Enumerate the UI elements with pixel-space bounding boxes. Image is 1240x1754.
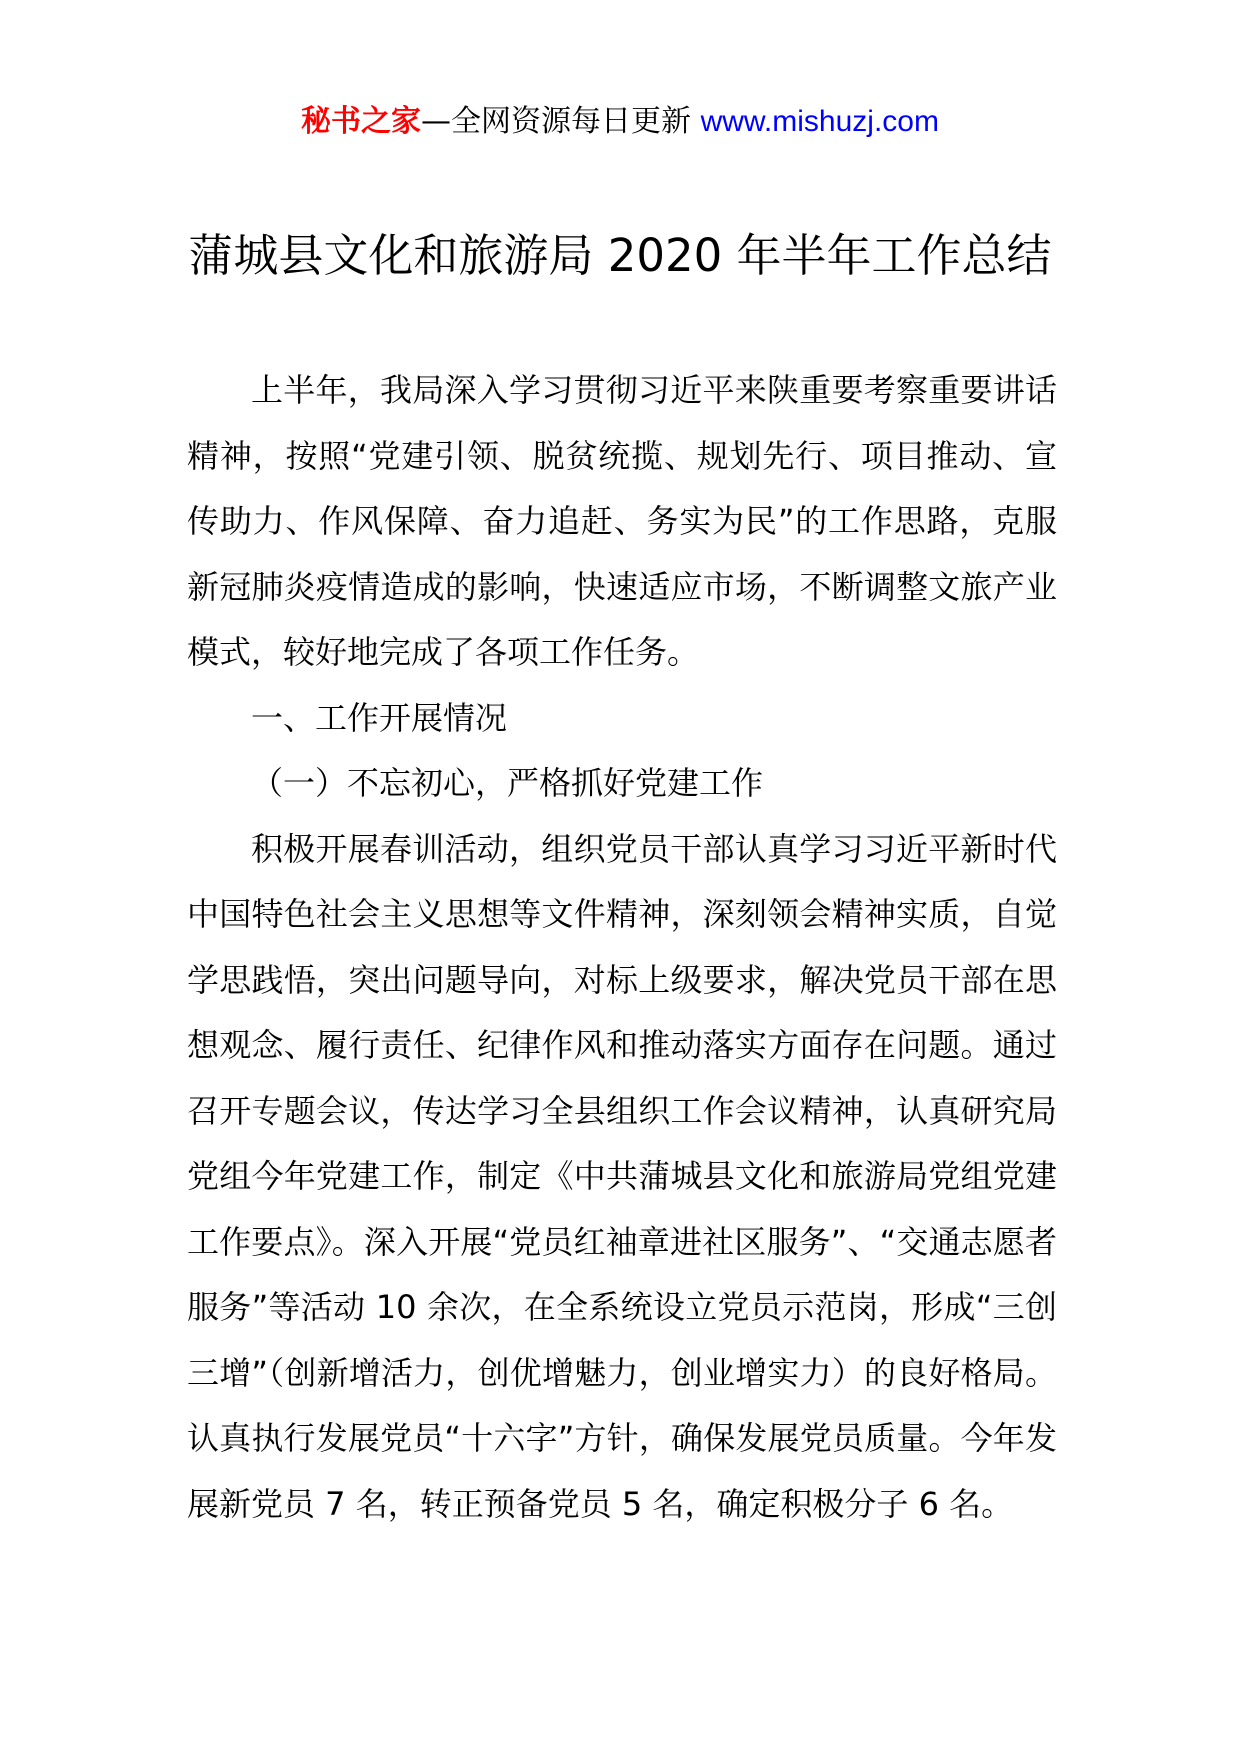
site-banner bbox=[0, 100, 1240, 144]
site-brand: 秘书之家 bbox=[301, 104, 422, 139]
section-heading: 一、工作开展情况 bbox=[251, 698, 508, 737]
document-title: 蒲城县文化和旅游局 2020 年半年工作总结 bbox=[188, 229, 1052, 282]
body-paragraph: 积极开展春训活动，组织党员干部认真学习习近平新时代中国特色社会主义思想等文件精神，深刻领会精神实质，自觉学思践悟，突出问题导向，对标上级要求，解决党员干部在思想观念、履行责任、纪律作风和推动落实方面存在问题。通过召开专题会议，传达学习全县组织工作会议精神，认真研究局党组今年党建工作，制定《中共蒲城县文化和旅游局党组党建工作要点》。深入开展“党员红袖章进社区服务”、“交通志愿者服务”等活动 10 余次，在全系统设立党员示范岗，形成“三创三增”（创新增活力，创优增魅力，创业增实力）的良好格局。认真执行发展党员“十六字”方针，确保发展党员质量。今年发展新党员 7 名，转正预备党员 5 名，确定积极分子 6 名。 bbox=[187, 829, 1057, 1523]
intro-paragraph: 上半年，我局深入学习贯彻习近平来陕重要考察重要讲话精神，按照“党建引领、脱贫统揽、规划先行、项目推动、宣传助力、作风保障、奋力追赶、务实为民”的工作思路，克服新冠肺炎疫情造成的影响，快速适应市场，不断调整文旅产业模式，较好地完成了各项工作任务。 bbox=[187, 371, 1057, 671]
site-url-link[interactable]: www.mishuzj.com bbox=[700, 105, 939, 138]
site-tagline: —全网资源每日更新 bbox=[421, 104, 701, 139]
subsection-heading: （一）不忘初心，严格抓好党建工作 bbox=[251, 764, 764, 802]
document-body bbox=[187, 358, 1057, 1537]
